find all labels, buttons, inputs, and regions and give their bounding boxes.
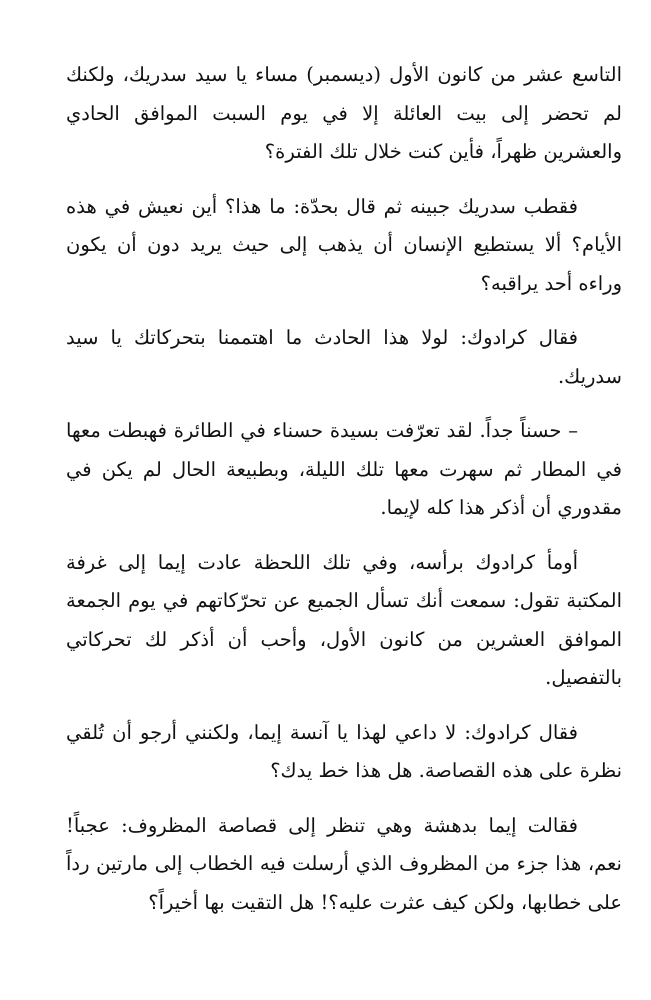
paragraph-7: فقالت إيما بدهشة وهي تنظر إلى قصاصة المظروف: عجباً! نعم، هذا جزء من المظروف الذي أرسلت فيه الخطاب إلى مارتين رداً على خطابها، ولكن كيف عثرت عليه؟! هل التقيت بها أخيراً؟ <box>66 813 622 914</box>
paragraph-3: فقال كرادوك: لولا هذا الحادث ما اهتممنا بتحركاتك يا سيد سدريك. <box>66 326 622 388</box>
paragraph-4: – حسناً جداً. لقد تعرّفت بسيدة حسناء في الطائرة فهبطت معها في المطار ثم سهرت معها تلك الليلة، وبطبيعة الحال لم يكن في مقدوري أن أذكر هذا كله لإيما. <box>66 419 622 519</box>
paragraph-1: التاسع عشر من كانون الأول (ديسمبر) مساء يا سيد سدريك، ولكنك لم تحضر إلى بيت العائلة إلا في يوم السبت الموافق الحادي والعشرين ظهراً، فأين كنت خلال تلك الفترة؟ <box>66 63 622 163</box>
book-page <box>66 56 622 938</box>
paragraph-5: أومأ كرادوك برأسه، وفي تلك اللحظة عادت إيما إلى غرفة المكتبة تقول: سمعت أنك تسأل الجميع عن تحرّكاتهم في يوم الجمعة الموافق العشرين من كانون الأول، وأحب أن أذكر لك تحركاتي بالتفصيل. <box>66 550 622 689</box>
paragraph-6: فقال كرادوك: لا داعي لهذا يا آنسة إيما، ولكنني أرجو أن تُلقي نظرة على هذه القصاصة. هل هذا خط يدك؟ <box>66 720 622 782</box>
paragraph-2: فقطب سدريك جبينه ثم قال بحدّة: ما هذا؟ أين نعيش في هذه الأيام؟ ألا يستطيع الإنسان أن يذهب إلى حيث يريد دون أن يكون وراءه أحد يراقبه؟ <box>66 194 622 295</box>
